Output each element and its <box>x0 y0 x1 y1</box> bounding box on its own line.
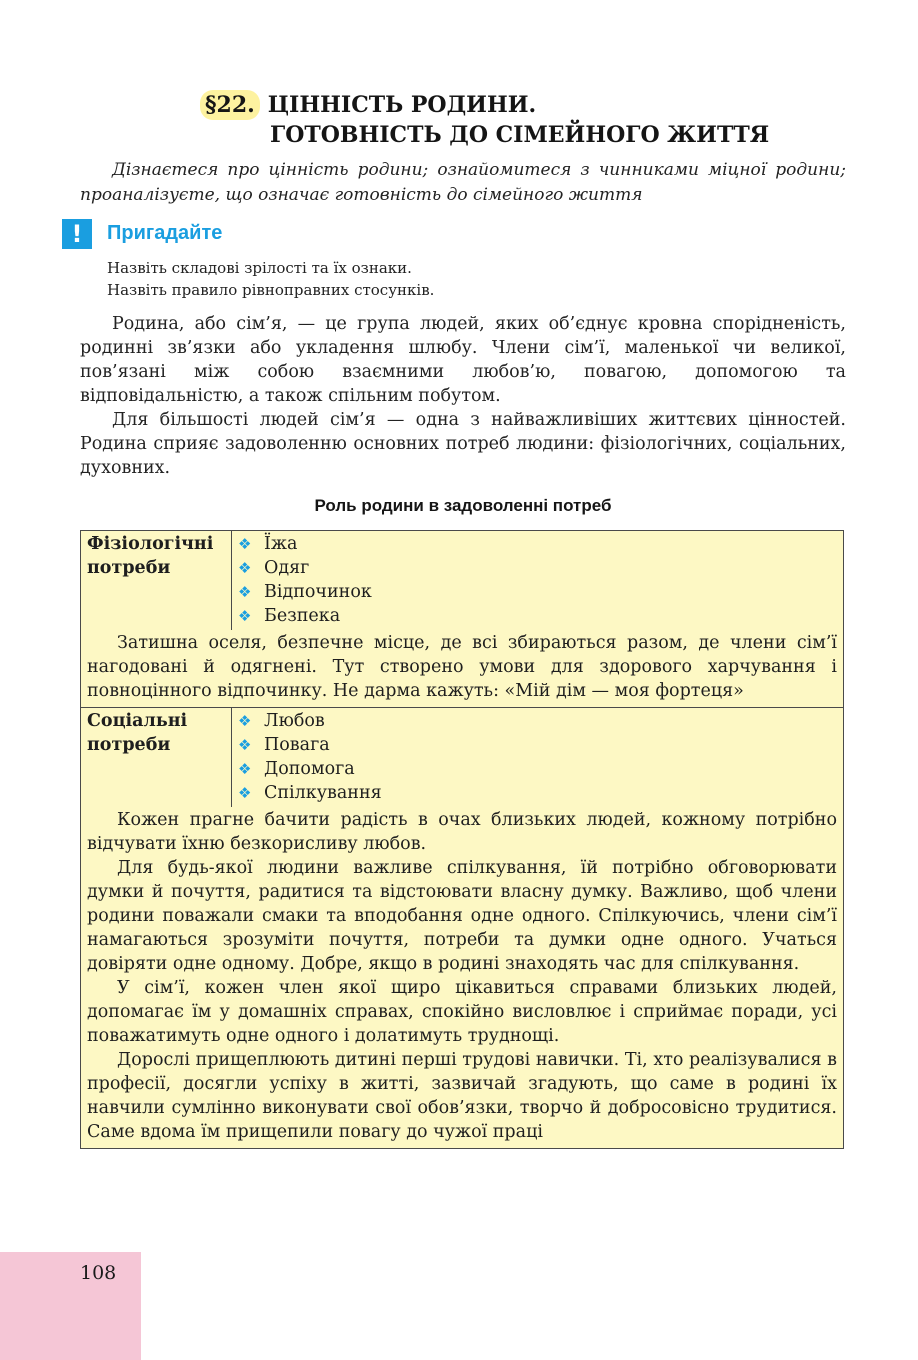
list-item <box>238 604 372 628</box>
list-item <box>238 556 372 580</box>
diamond-bullet-icon: ❖ <box>238 784 252 802</box>
paragraph: Для більшості людей сім’я — одна з найважливіших життєвих цінностей. Родина сприяє задоволенню основних потреб людини: фізіологічних, соціальних, духовних. <box>80 410 846 478</box>
item-text: Безпека <box>264 606 341 626</box>
physiological-needs-block <box>81 531 843 708</box>
need-items-list <box>231 531 372 630</box>
diamond-bullet-icon: ❖ <box>238 607 252 625</box>
section-title <box>200 90 860 150</box>
diamond-bullet-icon: ❖ <box>238 760 252 778</box>
list-item <box>238 757 382 781</box>
need-label-line: потреби <box>87 558 171 578</box>
diamond-bullet-icon: ❖ <box>238 736 252 754</box>
page-number: 108 <box>80 1262 117 1284</box>
remember-question: Назвіть правило рівноправних стосунків. <box>107 281 435 299</box>
need-label <box>81 531 231 630</box>
item-text: Спілкування <box>264 783 382 803</box>
social-needs-block <box>81 708 843 1148</box>
paragraph: Затишна оселя, безпечне місце, де всі збираються разом, де члени сім’ї нагодовані й одягнені. Тут створено умови для здорового харчування і повноцінного відпочинку. Не дарма кажуть: «Мій дім — моя фортеця» <box>87 633 837 701</box>
list-item <box>238 733 382 757</box>
need-label <box>81 708 231 807</box>
paragraph: Кожен прагне бачити радість в очах близьких людей, кожному потрібно відчувати їхню безкорисливу любов. <box>87 810 837 854</box>
remember-question: Назвіть складові зрілості та їх ознаки. <box>107 259 412 277</box>
title-line-1: ЦІННІСТЬ РОДИНИ. <box>267 92 537 118</box>
item-text: Любов <box>264 711 325 731</box>
needs-table <box>80 530 844 1149</box>
main-text <box>80 312 846 480</box>
item-text: Повага <box>264 735 330 755</box>
remember-questions <box>107 257 807 301</box>
need-label-line: Соціальні <box>87 711 188 731</box>
remember-heading: Пригадайте <box>107 222 223 244</box>
list-item <box>238 532 372 556</box>
item-text: Одяг <box>264 558 310 578</box>
need-items-list <box>231 708 382 807</box>
need-description <box>81 630 843 707</box>
list-item <box>238 709 382 733</box>
diamond-bullet-icon: ❖ <box>238 535 252 553</box>
item-text: Відпочинок <box>264 582 372 602</box>
section-number: §22. <box>200 90 260 120</box>
need-description <box>81 807 843 1148</box>
diamond-bullet-icon: ❖ <box>238 583 252 601</box>
page-corner-tab <box>0 1252 141 1360</box>
exclamation-icon: ! <box>62 219 92 249</box>
diamond-bullet-icon: ❖ <box>238 712 252 730</box>
paragraph: У сім’ї, кожен член якої щиро цікавиться справами близьких людей, допомагає їм у домашніх справах, спокійно висловлює і сприймає поради, усі поважатимуть одне одного і долатимуть труднощі. <box>87 978 837 1046</box>
item-text: Допомога <box>264 759 355 779</box>
paragraph: Для будь-якої людини важливе спілкування, їй потрібно обговорювати думки й почуття, радитися та відстоювати власну думку. Важливо, щоб члени родини поважали смаки та вподобання одне одного. Спілкуючись, члени сім’ї намагаються зрозуміти почуття, потреби та думки одне одного. Учаться довіряти одне одному. Добре, якщо в родині знаходять час для спілкування. <box>87 858 837 974</box>
title-line-2: ГОТОВНІСТЬ ДО СІМЕЙНОГО ЖИТТЯ <box>270 122 770 148</box>
paragraph: Дорослі прищеплюють дитині перші трудові навички. Ті, хто реалізувалися в професії, досягли успіху в житті, зазвичай згадують, що саме в родині їх навчили сумлінно виконувати свої обов’язки, творчо й добросовісно трудитися. Саме вдома їм прищепили повагу до чужої праці <box>87 1050 837 1142</box>
diamond-bullet-icon: ❖ <box>238 559 252 577</box>
need-label-line: Фізіологічні <box>87 534 214 554</box>
need-label-line: потреби <box>87 735 171 755</box>
paragraph: Родина, або сім’я, — це група людей, яких об’єднує кровна спорідненість, родинні зв’язки або укладення шлюбу. Члени сім’ї, маленької чи великої, пов’язані між собою взаємними любов’ю, повагою, допомогою та відповідальністю, а також спільним побутом. <box>80 314 846 406</box>
list-item <box>238 580 372 604</box>
table-caption: Роль родини в задоволенні потреб <box>314 496 612 515</box>
section-intro: Дізнаєтеся про цінність родини; ознайомитеся з чинниками міцної родини; проаналізуєте, що означає готовність до сімейного життя <box>80 160 846 205</box>
list-item <box>238 781 382 805</box>
item-text: Їжа <box>264 534 298 554</box>
